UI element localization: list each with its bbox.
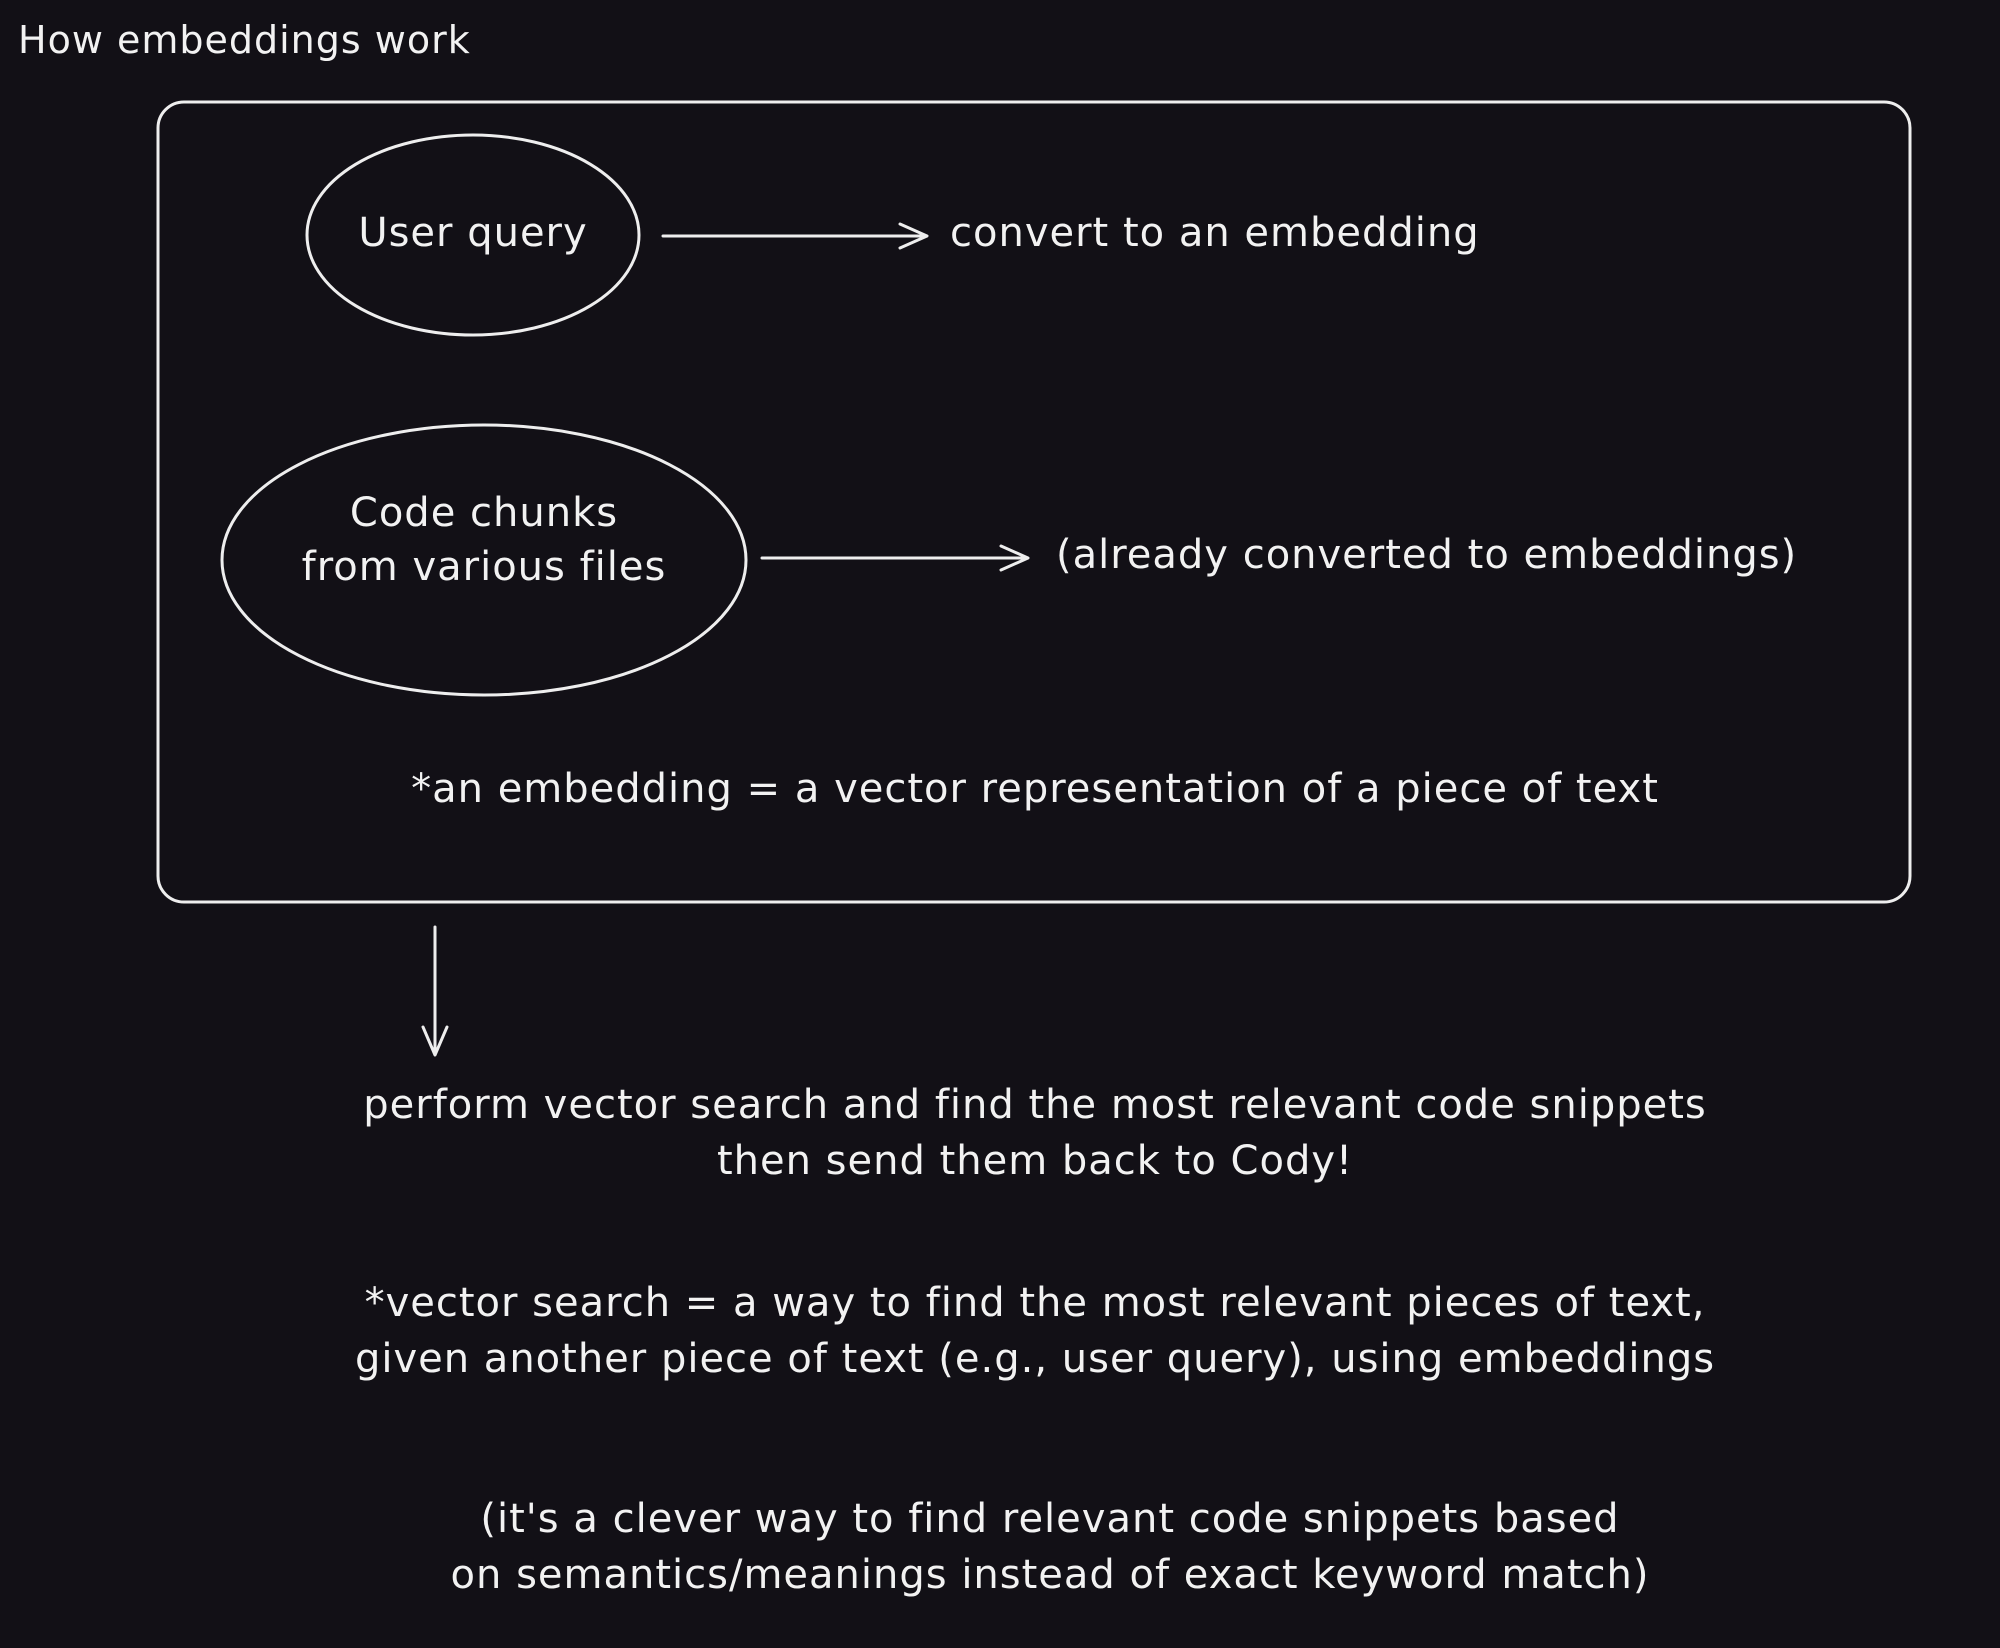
- result-line-2: then send them back to Cody!: [716, 1138, 1354, 1184]
- code-chunks-label-line1: Code chunks: [349, 490, 619, 536]
- code-chunks-label-line2: from various files: [301, 544, 667, 590]
- embedding-definition-note: *an embedding = a vector representation of a piece of text: [411, 766, 1659, 812]
- vector-search-definition-line-1: *vector search = a way to find the most relevant pieces of text,: [364, 1280, 1706, 1326]
- code-chunks-arrow: [762, 546, 1028, 570]
- user-query-arrow: [663, 224, 927, 248]
- vector-search-definition-line-2: given another piece of text (e.g., user query), using embeddings: [354, 1336, 1716, 1382]
- down-arrow: [423, 927, 447, 1055]
- code-chunks-action-label: (already converted to embeddings): [1056, 532, 1798, 578]
- semantic-search-note-line-2: on semantics/meanings instead of exact keyword match): [450, 1552, 1650, 1598]
- result-line-1: perform vector search and find the most relevant code snippets: [363, 1082, 1707, 1128]
- user-query-label: User query: [358, 210, 588, 256]
- page-title: How embeddings work: [18, 18, 471, 62]
- user-query-action-label: convert to an embedding: [950, 210, 1480, 256]
- semantic-search-note-line-1: (it's a clever way to find relevant code snippets based: [480, 1496, 1620, 1542]
